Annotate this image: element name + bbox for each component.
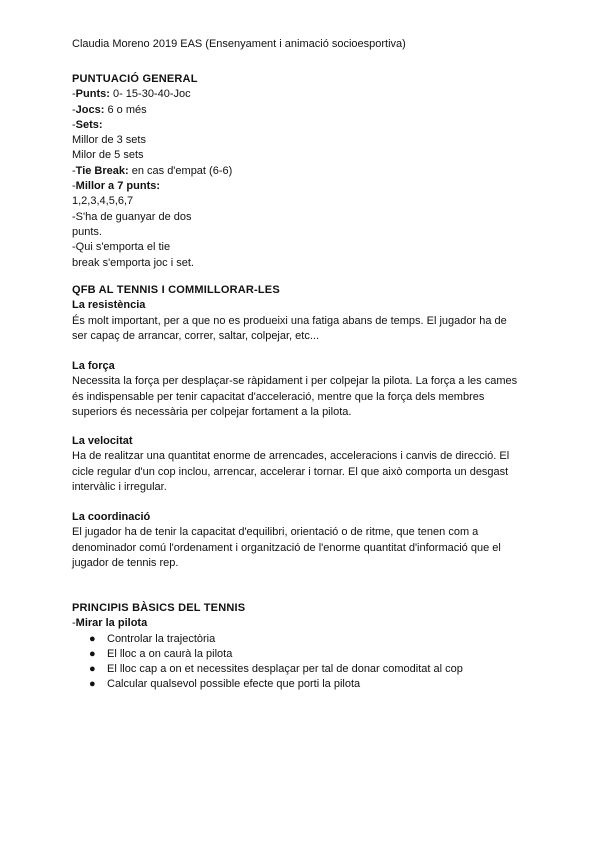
coordinacio-line: denominador comú l'ordenament i organització de l'enorme quantitat d'informació que el bbox=[72, 541, 501, 554]
punts-row: -Punts: 0- 15-30-40-Joc bbox=[72, 88, 191, 101]
forca-line: Necessita la força per desplaçar-se ràpidament i per colpejar la pilota. La força a les cames bbox=[72, 375, 518, 388]
qfb-title: QFB AL TENNIS I COMMILLORAR-LES bbox=[72, 284, 280, 296]
principis-subtitle-row: -Mirar la pilota bbox=[72, 617, 148, 630]
resistencia-title: La resistència bbox=[72, 299, 146, 312]
general-title: PUNTUACIÓ GENERAL bbox=[72, 73, 198, 85]
general-section bbox=[72, 72, 532, 271]
velocitat-section bbox=[72, 434, 532, 495]
millor-line: punts. bbox=[72, 225, 102, 238]
tiebreak-value: en cas d'empat (6-6) bbox=[128, 164, 233, 177]
list-item-text: El lloc a on caurà la pilota bbox=[107, 647, 233, 660]
list-item bbox=[72, 632, 532, 647]
resistencia-line: ser capaç de arrancar, correr, saltar, colpejar, etc... bbox=[72, 329, 320, 342]
principis-list bbox=[72, 632, 532, 693]
document-header bbox=[72, 37, 532, 52]
list-item-text: Calcular qualsevol possible efecte que porti la pilota bbox=[107, 678, 361, 691]
resistencia-line: És molt important, per a que no es produeixi una fatiga abans de temps. El jugador ha de bbox=[72, 314, 507, 327]
qfb-section bbox=[72, 283, 532, 344]
forca-section bbox=[72, 359, 532, 420]
punts-label: Punts: bbox=[75, 88, 110, 101]
jocs-value: 6 o més bbox=[104, 103, 147, 116]
millor-line: break s'emporta joc i set. bbox=[72, 256, 194, 269]
sets-label: Sets: bbox=[75, 118, 103, 131]
jocs-row: -Jocs: 6 o més bbox=[72, 103, 147, 116]
principis-section bbox=[72, 601, 532, 693]
forca-title: La força bbox=[72, 360, 115, 372]
list-item bbox=[72, 677, 532, 692]
sets-line: Milor de 5 sets bbox=[72, 149, 144, 162]
millor-line: -S'ha de guanyar de dos bbox=[72, 210, 192, 223]
tiebreak-row: -Tie Break: en cas d'empat (6-6) bbox=[72, 164, 233, 177]
principis-title: PRINCIPIS BÀSICS DEL TENNIS bbox=[72, 602, 246, 614]
bullet-icon: ● bbox=[89, 678, 96, 691]
velocitat-line: Ha de realitzar una quantitat enorme de arrencades, acceleracions i canvis de direcció. El bbox=[72, 450, 510, 463]
bullet-icon: ● bbox=[89, 647, 96, 660]
principis-subtitle: Mirar la pilota bbox=[75, 617, 148, 630]
list-item-text: El lloc cap a on et necessites desplaçar per tal de donar comoditat al cop bbox=[107, 663, 463, 676]
forca-line: superiors és necessària per colpejar fortament a la pilota. bbox=[72, 405, 352, 418]
velocitat-line: intervàlic i irregular. bbox=[72, 480, 167, 493]
millor-line: 1,2,3,4,5,6,7 bbox=[72, 195, 134, 208]
millor-line: -Qui s'emporta el tie bbox=[72, 241, 171, 254]
coordinacio-line: El jugador ha de tenir la capacitat d'equilibri, orientació o de ritme, que tenen com a bbox=[72, 526, 479, 539]
jocs-label: Jocs: bbox=[75, 103, 105, 116]
list-item-text: Controlar la trajectòria bbox=[107, 632, 216, 645]
millor-label: Millor a 7 punts: bbox=[75, 180, 161, 193]
sets-row: -Sets: bbox=[72, 118, 103, 131]
tiebreak-label: Tie Break: bbox=[75, 164, 129, 177]
bullet-icon: ● bbox=[89, 632, 96, 645]
velocitat-title: La velocitat bbox=[72, 435, 133, 447]
list-item bbox=[72, 662, 532, 677]
coordinacio-line: jugador de tennis rep. bbox=[72, 556, 179, 569]
coordinacio-section bbox=[72, 510, 532, 571]
millor-row: -Millor a 7 punts: bbox=[72, 180, 161, 193]
list-item bbox=[72, 647, 532, 662]
header-text: Claudia Moreno 2019 EAS (Ensenyament i animació socioesportiva) bbox=[72, 38, 406, 50]
bullet-icon: ● bbox=[89, 663, 96, 676]
forca-line: és indispensable per tenir capacitat d'acceleració, mentre que la força dels membres bbox=[72, 390, 485, 403]
sets-line: Millor de 3 sets bbox=[72, 134, 146, 147]
punts-value: 0- 15-30-40-Joc bbox=[109, 88, 191, 101]
velocitat-line: cicle regular d'un cop inclou, arrencar, accelerar i tornar. El que això comporta un desgast bbox=[72, 465, 509, 478]
coordinacio-title: La coordinació bbox=[72, 511, 151, 523]
